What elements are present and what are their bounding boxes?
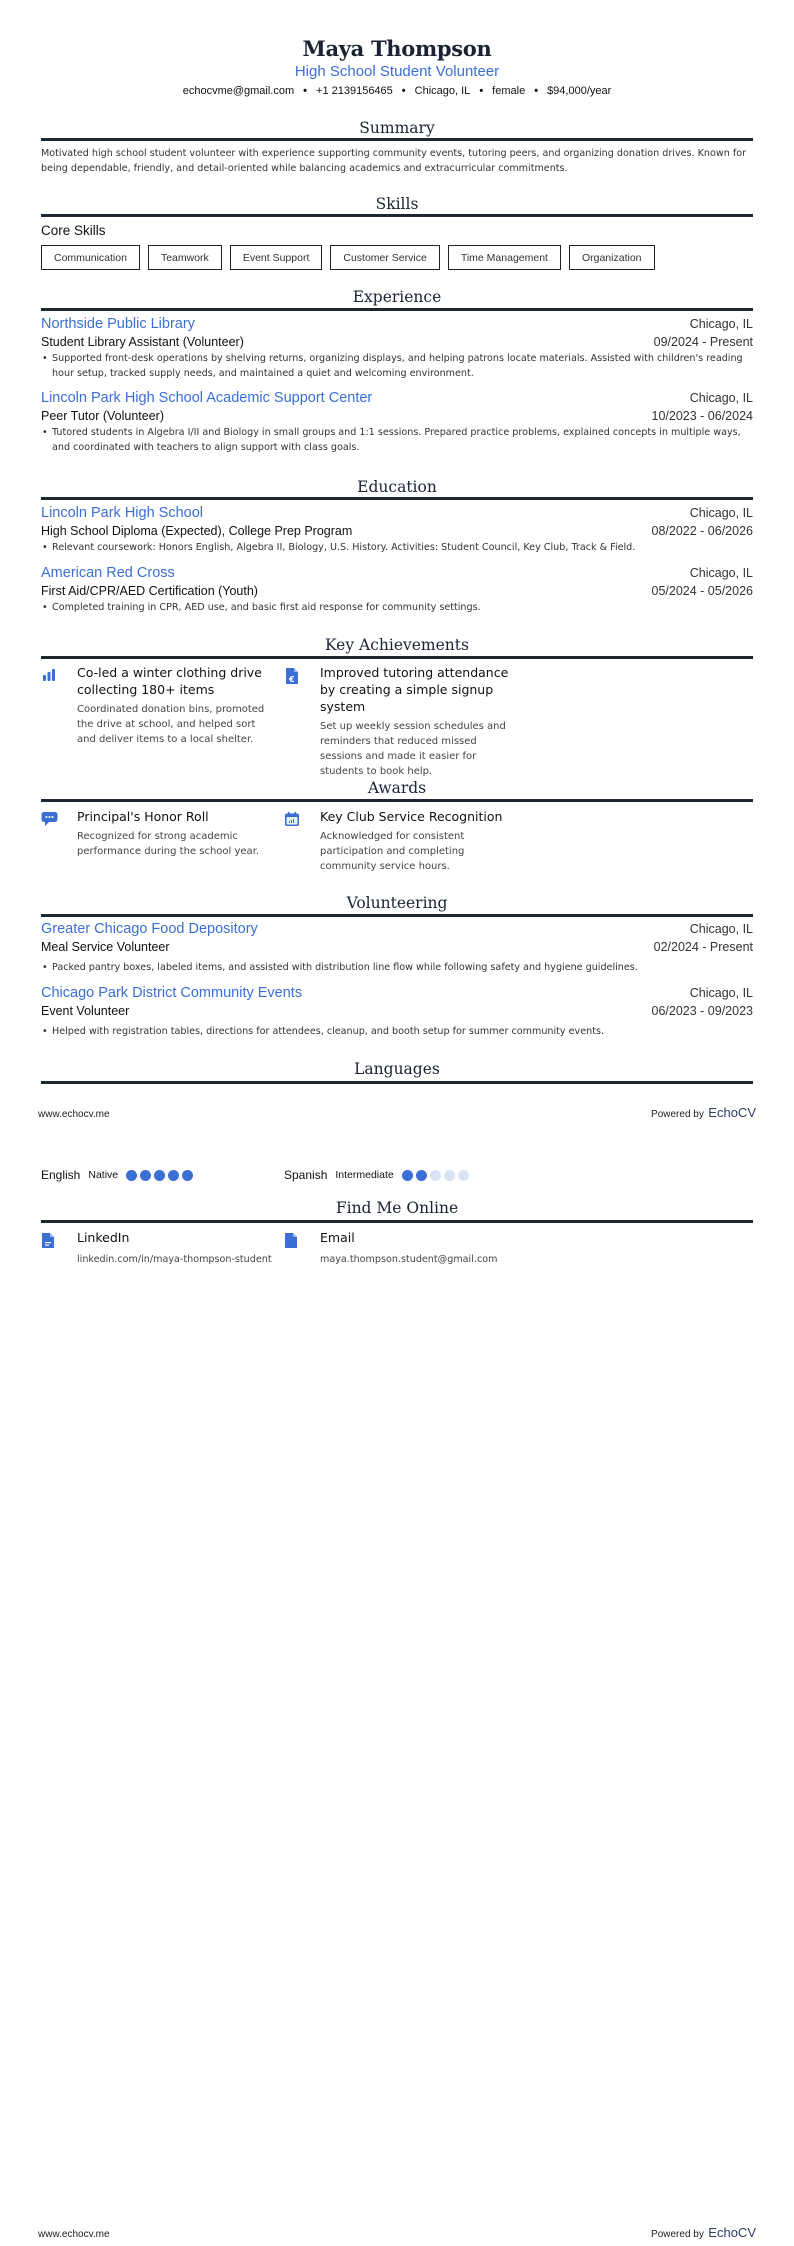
- skill-tag: Teamwork: [148, 245, 222, 270]
- svg-text:€: €: [289, 675, 295, 684]
- section-divider: [41, 138, 753, 141]
- dot-filled: [154, 1170, 165, 1181]
- section-divider: [41, 308, 753, 311]
- contact-line: [0, 85, 794, 97]
- bullet-icon: •: [42, 542, 48, 553]
- contact-gender: female: [492, 85, 526, 97]
- footer-url[interactable]: www.echocv.me: [38, 2229, 110, 2240]
- education-entry: [41, 565, 753, 615]
- brand-logo: EchoCV: [708, 2225, 756, 2240]
- dot-filled: [126, 1170, 137, 1181]
- entry-dates: 05/2024 - 05/2026: [651, 584, 753, 598]
- volunteering-entry: [41, 921, 753, 975]
- organization-name: Greater Chicago Food Depository: [41, 921, 258, 937]
- entry-location: Chicago, IL: [689, 506, 753, 520]
- section-title-achievements: Key Achievements: [325, 636, 469, 654]
- dot-filled: [402, 1170, 413, 1181]
- candidate-title: High School Student Volunteer: [294, 63, 500, 80]
- online-url[interactable]: linkedin.com/in/maya-thompson-student: [77, 1254, 272, 1265]
- dot-filled: [416, 1170, 427, 1181]
- proficiency-dots: [126, 1170, 193, 1181]
- organization-name: Chicago Park District Community Events: [41, 985, 303, 1001]
- section-divider: [41, 656, 753, 659]
- contact-phone[interactable]: +1 2139156465: [316, 85, 393, 97]
- entry-role: Event Volunteer: [41, 1004, 130, 1018]
- degree: High School Diploma (Expected), College Prep Program: [41, 524, 353, 538]
- achievement-title: Improved tutoring attendance by creating a simple signup system: [320, 665, 509, 714]
- chat-bubble-icon: [41, 808, 77, 859]
- skill-tag: Customer Service: [330, 245, 439, 270]
- language-level: Intermediate: [335, 1169, 394, 1181]
- online-link-card[interactable]: [284, 1229, 524, 1267]
- dot-filled: [140, 1170, 151, 1181]
- language-name: English: [41, 1168, 81, 1182]
- bullet-icon: •: [42, 602, 48, 613]
- experience-entry: [41, 316, 753, 381]
- proficiency-dots: [402, 1170, 469, 1181]
- contact-location: Chicago, IL: [414, 85, 471, 97]
- entry-dates: 08/2022 - 06/2026: [651, 524, 753, 538]
- entry-role: Meal Service Volunteer: [41, 940, 170, 954]
- dot-filled: [182, 1170, 193, 1181]
- award-title: Principal's Honor Roll: [77, 809, 209, 824]
- award-desc: Recognized for strong academic performance during the school year.: [77, 831, 260, 857]
- summary-text: Motivated high school student volunteer with experience supporting community events, tutoring peers, and organizing donation drives. Known for being dependable, friendly, and detail-oriented while balancing academics and extracurricular commitments.: [41, 148, 747, 174]
- achievement-card: [41, 664, 271, 747]
- education-entry: [41, 505, 753, 555]
- entry-dates: 02/2024 - Present: [653, 940, 753, 954]
- skill-tag: Time Management: [448, 245, 561, 270]
- powered-by: Powered by EchoCV: [651, 1105, 756, 1120]
- achievement-title: Co-led a winter clothing drive collecting 180+ items: [77, 665, 262, 697]
- employer-name: Lincoln Park High School Academic Support Center: [41, 390, 373, 406]
- entry-location: Chicago, IL: [689, 566, 753, 580]
- section-title-awards: Awards: [367, 779, 427, 797]
- online-link-card[interactable]: [41, 1229, 281, 1267]
- bullet-icon: •: [42, 353, 48, 364]
- section-title-online: Find Me Online: [335, 1199, 459, 1217]
- entry-bullet: Helped with registration tables, directions for attendees, cleanup, and booth setup for summer community events.: [52, 1026, 605, 1037]
- language-level: Native: [88, 1169, 119, 1181]
- school-name: Lincoln Park High School: [41, 505, 204, 521]
- award-card: [41, 808, 271, 859]
- section-title-experience: Experience: [352, 288, 442, 306]
- degree: First Aid/CPR/AED Certification (Youth): [41, 584, 258, 598]
- entry-location: Chicago, IL: [689, 922, 753, 936]
- bullet-icon: •: [42, 962, 48, 973]
- skills-list: [41, 245, 655, 270]
- section-title-skills: Skills: [375, 195, 419, 213]
- candidate-name: Maya Thompson: [302, 36, 492, 61]
- dot-empty: [430, 1170, 441, 1181]
- bullet-icon: •: [42, 1026, 48, 1037]
- entry-bullet: Tutored students in Algebra I/II and Biology in small groups and 1:1 sessions. Prepared practice problems, explained concepts in multiple ways, and coordinated with teachers to align support with class goals.: [52, 427, 741, 453]
- entry-dates: 09/2024 - Present: [653, 335, 753, 349]
- section-divider: [41, 799, 753, 802]
- skill-tag: Communication: [41, 245, 140, 270]
- achievement-desc: Coordinated donation bins, promoted the drive at school, and helped sort and deliver items to a local shelter.: [77, 704, 265, 745]
- page-footer: [38, 2224, 756, 2242]
- award-card: [284, 808, 514, 874]
- employer-name: Northside Public Library: [41, 316, 195, 332]
- contact-salary: $94,000/year: [547, 85, 612, 97]
- language-item: [41, 1168, 193, 1182]
- section-title-languages: Languages: [354, 1060, 440, 1078]
- bar-chart-icon: [41, 664, 77, 747]
- entry-dates: 06/2023 - 09/2023: [651, 1004, 753, 1018]
- section-title-volunteering: Volunteering: [346, 894, 448, 912]
- contact-email[interactable]: echocvme@gmail.com: [182, 85, 295, 97]
- school-name: American Red Cross: [41, 565, 175, 581]
- language-item: [284, 1168, 469, 1182]
- page-footer: [38, 1104, 756, 1122]
- bullet-icon: •: [42, 427, 48, 438]
- calendar-icon: [284, 808, 320, 874]
- online-label: Email: [320, 1230, 355, 1245]
- powered-by: Powered by EchoCV: [651, 2225, 756, 2240]
- separator-dot: •: [534, 85, 539, 97]
- dot-filled: [168, 1170, 179, 1181]
- brand-logo: EchoCV: [708, 1105, 756, 1120]
- section-divider: [41, 1220, 753, 1223]
- section-title-education: Education: [357, 478, 437, 496]
- separator-dot: •: [401, 85, 406, 97]
- award-title: Key Club Service Recognition: [320, 809, 503, 824]
- entry-location: Chicago, IL: [689, 391, 753, 405]
- entry-role: Peer Tutor (Volunteer): [41, 409, 164, 423]
- dot-empty: [458, 1170, 469, 1181]
- online-label: LinkedIn: [77, 1230, 130, 1245]
- section-divider: [41, 497, 753, 500]
- award-desc: Acknowledged for consistent participation and completing community service hours.: [320, 831, 465, 872]
- separator-dot: •: [303, 85, 308, 97]
- section-title-summary: Summary: [359, 119, 435, 137]
- section-divider: [41, 914, 753, 917]
- section-divider: [41, 214, 753, 217]
- section-divider: [41, 1081, 753, 1084]
- entry-location: Chicago, IL: [689, 986, 753, 1000]
- experience-entry: [41, 390, 753, 455]
- entry-bullet: Packed pantry boxes, labeled items, and assisted with distribution line flow while following safety and hygiene guidelines.: [52, 962, 638, 973]
- skills-group-label: Core Skills: [41, 223, 106, 238]
- document-icon: [284, 1229, 320, 1267]
- achievement-desc: Set up weekly session schedules and reminders that reduced missed sessions and made it easier for students to book help.: [320, 721, 506, 777]
- skill-tag: Event Support: [230, 245, 323, 270]
- skill-tag: Organization: [569, 245, 655, 270]
- entry-role: Student Library Assistant (Volunteer): [41, 335, 244, 349]
- language-name: Spanish: [284, 1168, 328, 1182]
- entry-dates: 10/2023 - 06/2024: [651, 409, 753, 423]
- entry-bullet: Relevant coursework: Honors English, Algebra II, Biology, U.S. History. Activities: Student Council, Key Club, Track & Field.: [52, 542, 636, 553]
- dot-empty: [444, 1170, 455, 1181]
- entry-bullet: Completed training in CPR, AED use, and basic first aid response for community settings.: [52, 602, 481, 613]
- online-url[interactable]: maya.thompson.student@gmail.com: [320, 1254, 498, 1265]
- achievement-card: [284, 664, 514, 779]
- document-icon: [41, 1229, 77, 1267]
- volunteering-entry: [41, 985, 753, 1039]
- footer-url[interactable]: www.echocv.me: [38, 1109, 110, 1120]
- invoice-euro-icon: [284, 664, 320, 779]
- entry-bullet: Supported front-desk operations by shelving returns, organizing displays, and helping patrons locate materials. Assisted with children's reading hour setup, tracked supply needs, and maintained a quiet and welcoming environment.: [52, 353, 743, 379]
- separator-dot: •: [479, 85, 484, 97]
- entry-location: Chicago, IL: [689, 317, 753, 331]
